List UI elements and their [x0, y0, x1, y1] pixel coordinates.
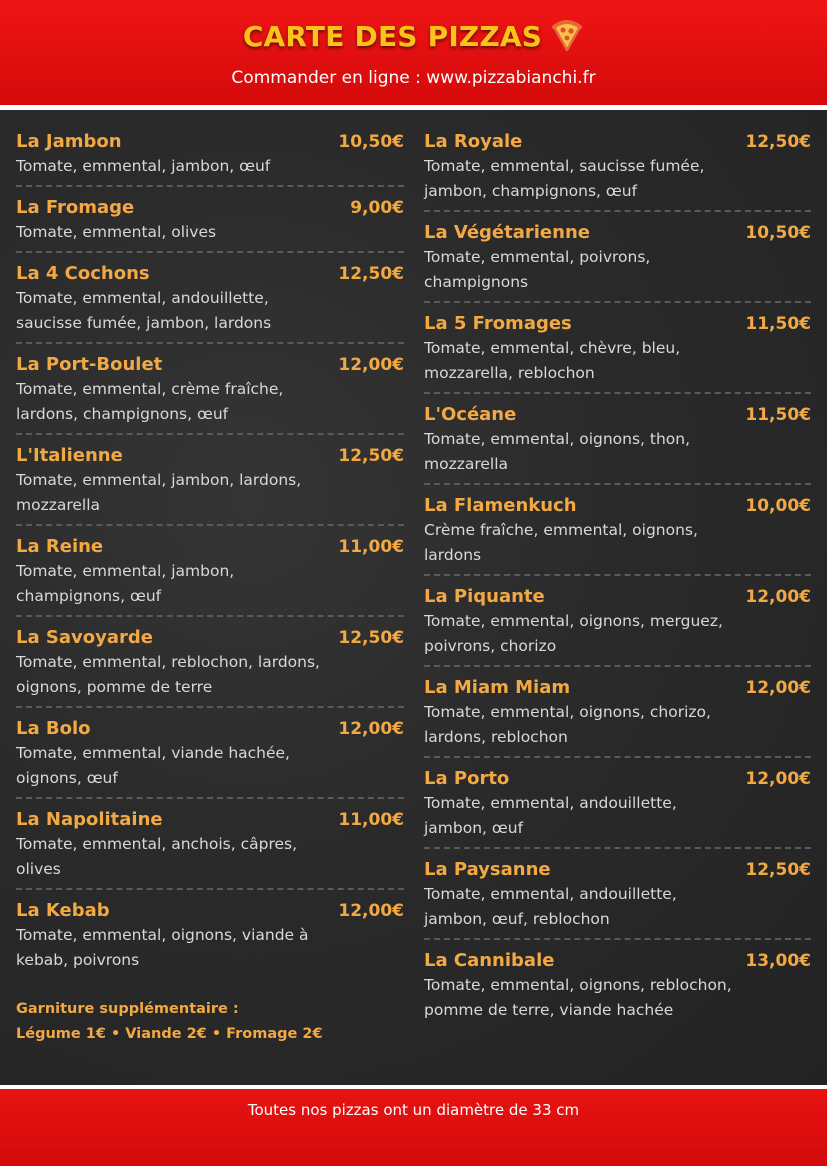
pizza-price: 9,00€ — [350, 198, 404, 218]
order-online-link[interactable]: Commander en ligne : www.pizzabianchi.fr — [231, 68, 596, 88]
pizza-price: 13,00€ — [745, 951, 811, 971]
pizza-description: Tomate, emmental, oignons, viande à kebab, poivrons — [16, 926, 309, 969]
menu-board — [0, 110, 827, 1085]
pizza-description: Tomate, emmental, oignons, chorizo, lardons, reblochon — [424, 703, 711, 746]
menu-item — [16, 444, 404, 526]
menu-item — [424, 858, 811, 940]
footer — [0, 1085, 827, 1166]
pizza-price: 12,50€ — [338, 264, 404, 284]
pizza-price: 12,50€ — [745, 132, 811, 152]
pizza-description: Tomate, emmental, oignons, reblochon, pomme de terre, viande hachée — [424, 976, 732, 1019]
menu-item-header — [16, 899, 404, 923]
menu-item — [424, 403, 811, 485]
menu-item-header — [424, 676, 811, 700]
menu-item — [16, 899, 404, 979]
menu-item-header — [424, 312, 811, 336]
menu-item — [16, 535, 404, 617]
pizza-name: La Miam Miam — [424, 677, 571, 698]
menu-item — [16, 626, 404, 708]
pizza-description: Tomate, emmental, jambon, œuf — [16, 157, 271, 175]
page-title — [0, 20, 827, 55]
pizza-price: 12,00€ — [745, 678, 811, 698]
menu-item-header — [16, 444, 404, 468]
menu-item-header — [16, 808, 404, 832]
menu-item-header — [16, 353, 404, 377]
menu-item — [424, 312, 811, 394]
pizza-name: L'Italienne — [16, 445, 123, 466]
extra-toppings-title: Garniture supplémentaire : — [16, 1001, 239, 1017]
menu-item-header — [16, 196, 404, 220]
pizza-name: La Reine — [16, 536, 104, 557]
left-menu-column — [16, 130, 404, 1047]
menu-item — [424, 585, 811, 667]
menu-item — [16, 808, 404, 890]
menu-item-header — [424, 403, 811, 427]
right-menu-column — [424, 130, 811, 1038]
pizza-name: La 5 Fromages — [424, 313, 572, 334]
pizza-price: 12,00€ — [745, 587, 811, 607]
menu-item — [16, 196, 404, 253]
pizza-name: La Flamenkuch — [424, 495, 577, 516]
pizza-price: 12,50€ — [745, 860, 811, 880]
pizza-description: Tomate, emmental, chèvre, bleu, mozzarella, reblochon — [424, 339, 681, 382]
pizza-name: La Fromage — [16, 197, 135, 218]
pizza-name: La Cannibale — [424, 950, 555, 971]
pizza-description: Tomate, emmental, andouillette, jambon, œuf, reblochon — [424, 885, 677, 928]
menu-item-header — [424, 949, 811, 973]
pizza-description: Tomate, emmental, oignons, thon, mozzarella — [424, 430, 691, 473]
pizza-price: 12,50€ — [338, 628, 404, 648]
pizza-description: Tomate, emmental, viande hachée, oignons, œuf — [16, 744, 290, 787]
menu-item — [424, 949, 811, 1029]
pizza-price: 11,50€ — [745, 314, 811, 334]
pizza-description: Tomate, emmental, jambon, champignons, œuf — [16, 562, 235, 605]
menu-item — [424, 676, 811, 758]
menu-item-header — [16, 626, 404, 650]
pizza-description: Tomate, emmental, oignons, merguez, poivrons, chorizo — [424, 612, 723, 655]
pizza-description: Crème fraîche, emmental, oignons, lardons — [424, 521, 698, 564]
menu-item-header — [16, 717, 404, 741]
pizza-name: La Royale — [424, 131, 523, 152]
pizza-description: Tomate, emmental, andouillette, saucisse fumée, jambon, lardons — [16, 289, 272, 332]
menu-item — [16, 717, 404, 799]
menu-item-header — [16, 262, 404, 286]
pizza-name: La Porto — [424, 768, 510, 789]
pizza-price: 11,50€ — [745, 405, 811, 425]
pizza-price: 12,00€ — [745, 769, 811, 789]
pizza-name: La 4 Cochons — [16, 263, 150, 284]
pizza-name: La Végétarienne — [424, 222, 590, 243]
menu-item-header — [424, 767, 811, 791]
pizza-name: La Kebab — [16, 900, 110, 921]
menu-item-header — [424, 585, 811, 609]
pizza-price: 11,00€ — [338, 810, 404, 830]
menu-item — [424, 767, 811, 849]
pizza-name: La Paysanne — [424, 859, 551, 880]
menu-item — [424, 221, 811, 303]
menu-item-header — [424, 858, 811, 882]
menu-item — [424, 494, 811, 576]
pizza-name: La Jambon — [16, 131, 122, 152]
pizza-description: Tomate, emmental, andouillette, jambon, œuf — [424, 794, 677, 837]
pizza-price: 10,50€ — [745, 223, 811, 243]
pizza-description: Tomate, emmental, crème fraîche, lardons, champignons, œuf — [16, 380, 284, 423]
pizza-price: 12,50€ — [338, 446, 404, 466]
pizza-description: Tomate, emmental, saucisse fumée, jambon, champignons, œuf — [424, 157, 705, 200]
menu-item-header — [424, 221, 811, 245]
menu-item — [16, 130, 404, 187]
menu-item — [16, 262, 404, 344]
footer-note: Toutes nos pizzas ont un diamètre de 33 cm — [247, 1101, 580, 1119]
pizza-name: La Savoyarde — [16, 627, 153, 648]
pizza-description: Tomate, emmental, olives — [16, 223, 217, 241]
pizza-description: Tomate, emmental, reblochon, lardons, oignons, pomme de terre — [16, 653, 320, 696]
pizza-price: 12,00€ — [338, 901, 404, 921]
menu-item-header — [424, 494, 811, 518]
extra-toppings — [16, 997, 404, 1047]
pizza-name: La Bolo — [16, 718, 91, 739]
pizza-price: 10,00€ — [745, 496, 811, 516]
pizza-price: 12,00€ — [338, 719, 404, 739]
menu-item-header — [16, 535, 404, 559]
pizza-name: La Port-Boulet — [16, 354, 163, 375]
pizza-name: La Napolitaine — [16, 809, 163, 830]
menu-item — [16, 353, 404, 435]
pizza-price: 10,50€ — [338, 132, 404, 152]
pizza-price: 11,00€ — [338, 537, 404, 557]
header — [0, 0, 827, 110]
pizza-name: La Piquante — [424, 586, 545, 607]
extra-toppings-prices: Légume 1€ • Viande 2€ • Fromage 2€ — [16, 1026, 323, 1042]
menu-item — [424, 130, 811, 212]
pizza-name: L'Océane — [424, 404, 517, 425]
menu-item-header — [424, 130, 811, 154]
pizza-description: Tomate, emmental, poivrons, champignons — [424, 248, 651, 291]
title-text: CARTE DES PIZZAS — [242, 20, 543, 53]
menu-item-header — [16, 130, 404, 154]
pizza-description: Tomate, emmental, anchois, câpres, olives — [16, 835, 298, 878]
pizza-price: 12,00€ — [338, 355, 404, 375]
pizza-slice-icon — [550, 18, 584, 52]
pizza-description: Tomate, emmental, jambon, lardons, mozzarella — [16, 471, 302, 514]
